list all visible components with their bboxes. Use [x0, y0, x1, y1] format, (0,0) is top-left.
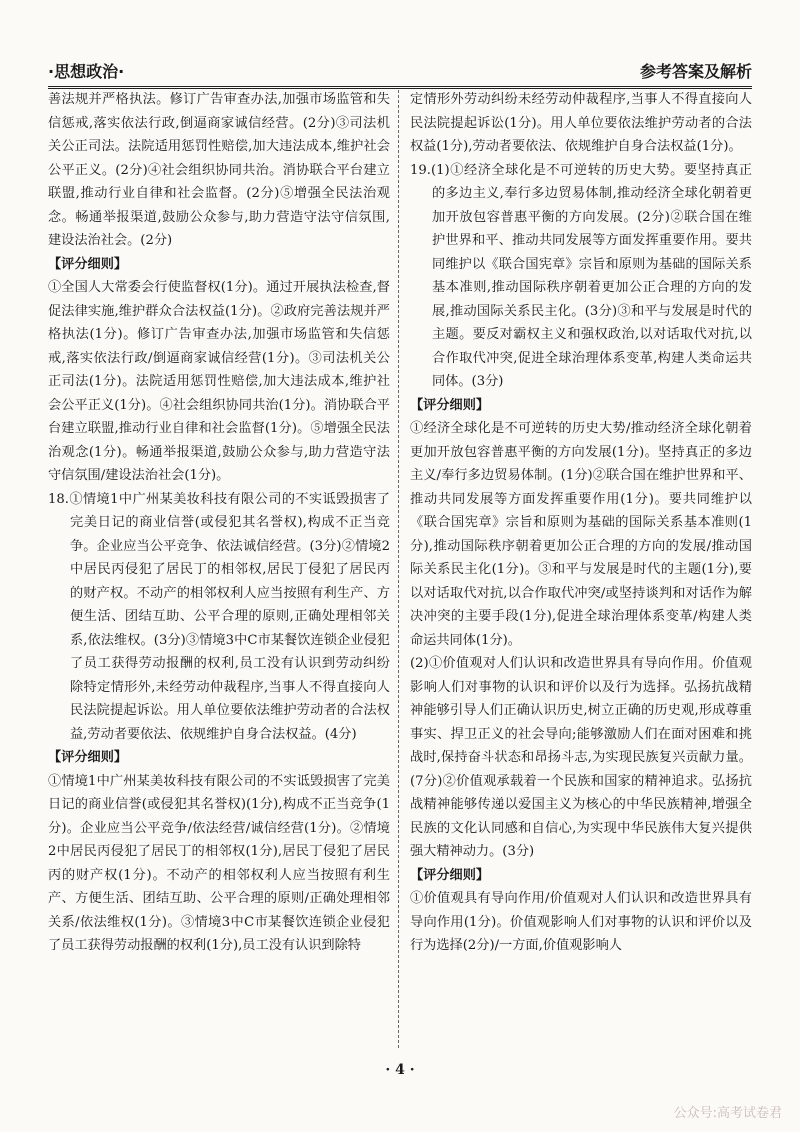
answer-paragraph: (2)①价值观对人们认识和改造世界具有导向作用。价值观影响人们对事物的认识和评价以及行为选择。弘扬抗战精神能够引导人们正确认识历史,树立正确的历史观,形成尊重事实、捍卫正义的社会导向;能够激励人们在面对困难和挑战时,保持奋斗状态和昂扬斗志,为实现民族复兴贡献力量。(7分)②价值观承载着一个民族和国家的精神追求。弘扬抗战精神能够传递以爱国主义为核心的中华民族精神,增强全民族的文化认同感和自信心,为实现中华民族伟大复兴提供强大精神动力。(3分)	[410, 656, 752, 859]
header-title: 参考答案及解析	[639, 62, 752, 81]
answer-paragraph: ①全国人大常委会行使监督权(1分)。通过开展执法检查,督促法律实施,维护群众合法权益(1分)。②政府完善法规并严格执法(1分)。修订广告审查办法,加强市场监管和失信惩戒,落实依法行政/倒逼商家诚信经营(1分)。③司法机关公正司法(1分)。法院适用惩罚性赔偿,加大违法成本,维护社会公平正义(1分)。④社会组织协同共治(1分)。消协联合平台建立联盟,推动行业自律和社会监督(1分)。⑤增强全民法治观念(1分)。畅通举报渠道,鼓励公众参与,助力营造守法守信氛围/建设法治社会(1分)。	[48, 280, 390, 483]
scoring-heading: 【评分细则】	[410, 397, 490, 413]
scoring-heading: 【评分细则】	[48, 750, 128, 765]
scoring-heading: 【评分细则】	[410, 867, 490, 883]
right-column	[410, 88, 752, 1048]
watermark: 公众号:高考试卷君	[673, 1106, 782, 1121]
answer-paragraph: ①经济全球化是不可逆转的历史大势/推动经济全球化朝着更加开放包容普惠平衡的方向发展(1分)。坚持真正的多边主义/奉行多边贸易体制。(1分)②联合国在维护世界和平、推动共同发展等方面发挥重要作用(1分)。要共同维护以《联合国宪章》宗旨和原则为基础的国际关系基本准则(1分),推动国际秩序朝着更加公正合理的方向的发展/推动国际关系民主化(1分)。③和平与发展是时代的主题(1分),要以对话取代对抗,以合作取代冲突/或坚持谈判和对话作为解决冲突的主要手段(1分),促进全球治理体系变革/构建人类命运共同体(1分)。	[410, 421, 752, 648]
answer-paragraph: ①情境1中广州某美妆科技有限公司的不实诋毁损害了完美日记的商业信誉(或侵犯其名誉权)(1分),构成不正当竞争(1分)。企业应当公平竞争/依法经营/诚信经营(1分)。②情境2中居民丙侵犯了居民丁的相邻权(1分),居民丁侵犯了居民丙的财产权(1分)。不动产的相邻权利人应当按照有利生产、方便生活、团结互助、公平合理的原则/正确处理相邻关系/依法维权(1分)。③情境3中C市某餐饮连锁企业侵犯了员工获得劳动报酬的权利(1分),员工没有认识到除特	[48, 773, 390, 953]
left-column	[48, 88, 390, 1048]
question-answer: 18.①情境1中广州某美妆科技有限公司的不实诋毁损害了完美日记的商业信誉(或侵犯其名誉权),构成不正当竞争。企业应当公平竞争、依法诚信经营。(3分)②情境2中居民丙侵犯了居民丁的相邻权,居民丁侵犯了居民丙的财产权。不动产的相邻权利人应当按照有利生产、方便生活、团结互助、公平合理的原则,正确处理相邻关系,依法维权。(3分)③情境3中C市某餐饮连锁企业侵犯了员工获得劳动报酬的权利,员工没有认识到劳动纠纷除特定情形外,未经劳动仲裁程序,当事人不得直接向人民法院提起诉讼。用人单位要依法维护劳动者的合法权益,劳动者要依法、依规维护自身合法权益。(4分)	[48, 491, 390, 742]
subject-label: ·思想政治·	[48, 62, 125, 81]
content-columns	[48, 88, 752, 1048]
page-header	[48, 52, 752, 89]
page-number: · 4 ·	[385, 1062, 415, 1078]
answer-paragraph: ①价值观具有导向作用/价值观对人们认识和改造世界具有导向作用(1分)。价值观影响人们对事物的认识和评价以及行为选择(2分)/一方面,价值观影响人	[410, 891, 752, 953]
answer-paragraph: 定情形外劳动纠纷未经劳动仲裁程序,当事人不得直接向人民法院提起诉讼(1分)。用人单位要依法维护劳动者的合法权益(1分),劳动者要依法、依规维护自身合法权益(1分)。	[410, 92, 752, 154]
question-answer: 19.(1)①经济全球化是不可逆转的历史大势。要坚持真正的多边主义,奉行多边贸易体制,推动经济全球化朝着更加开放包容普惠平衡的方向发展。(2分)②联合国在维护世界和平、推动共同发展等方面发挥重要作用。要共同维护以《联合国宪章》宗旨和原则为基础的国际关系基本准则,推动国际秩序朝着更加公正合理的方向的发展,推动国际关系民主化。(3分)③和平与发展是时代的主题。要反对霸权主义和强权政治,以对话取代对抗,以合作取代冲突,促进全球治理体系变革,构建人类命运共同体。(3分)	[410, 162, 752, 389]
scoring-heading: 【评分细则】	[48, 256, 128, 272]
answer-paragraph: 善法规并严格执法。修订广告审查办法,加强市场监管和失信惩戒,落实依法行政,倒逼商家诚信经营。(2分)③司法机关公正司法。法院适用惩罚性赔偿,加大违法成本,维护社会公平正义。(2分)④社会组织协同共治。消协联合平台建立联盟,推动行业自律和社会监督。(2分)⑤增强全民法治观念。畅通举报渠道,鼓励公众参与,助力营造守法守信氛围,建设法治社会。(2分)	[48, 92, 390, 248]
